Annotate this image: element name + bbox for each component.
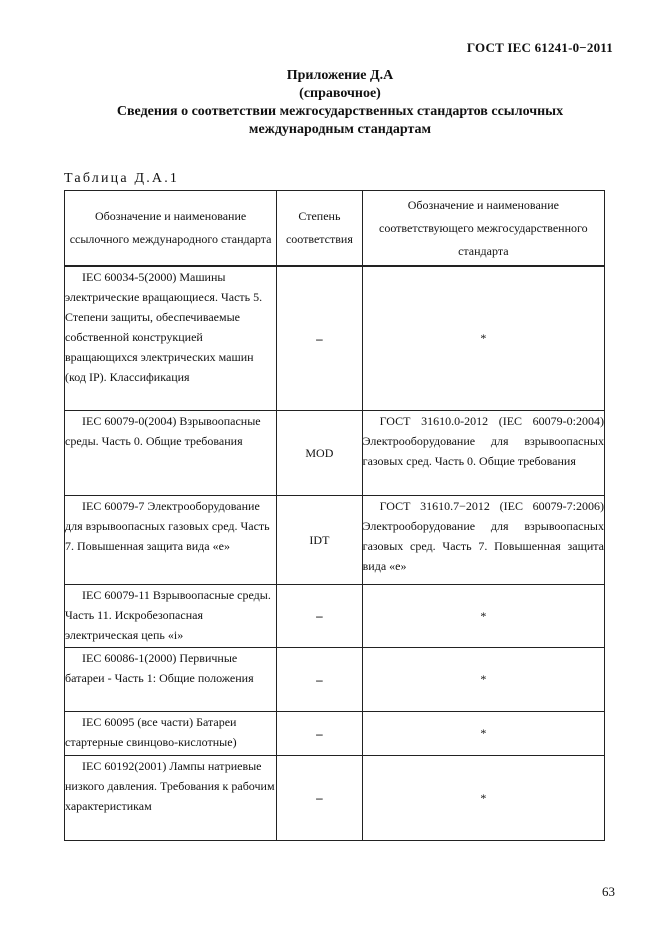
cell-international-standard: IEC 60034-5(2000) Машины электрические вращающиеся. Часть 5. Степени защиты, обеспечиваемые собственной конструкцией вращающихся электрических машин (код IP). Классификация [65,266,277,411]
table-header-row [65,191,605,267]
cell-international-standard: IEC 60079-11 Взрывоопасные среды. Часть 11. Искробезопасная электрическая цепь «i» [65,585,277,648]
cell-interstate-standard: ГОСТ 31610.7−2012 (IEC 60079-7:2006) Электрооборудование для взрывоопасных газовых сред. Часть 7. Повышенная защита вида «е» [362,496,604,585]
cell-interstate-standard: * [362,266,604,411]
cell-degree: – [277,266,362,411]
cell-interstate-standard: * [362,756,604,841]
cell-international-standard: IEC 60095 (все части) Батареи стартерные свинцово-кислотные) [65,712,277,756]
header-international-standard: Обозначение и наименование ссылочного международного стандарта [65,191,277,267]
table-row [65,648,605,712]
correspondence-table [64,190,605,841]
cell-degree: – [277,712,362,756]
table-row [65,411,605,496]
cell-interstate-standard: * [362,585,604,648]
cell-degree: – [277,585,362,648]
appendix-title: Приложение Д.А [286,68,394,83]
cell-interstate-standard: ГОСТ 31610.0-2012 (IEC 60079-0:2004) Электрооборудование для взрывоопасных газовых сред. Часть 0. Общие требования [362,411,604,496]
cell-degree: MOD [277,411,362,496]
table-row [65,585,605,648]
cell-degree: – [277,756,362,841]
cell-degree: IDT [277,496,362,585]
table-row [65,266,605,411]
cell-degree: – [277,648,362,712]
header-degree-of-correspondence: Степень соответствия [277,191,362,267]
header-interstate-standard: Обозначение и наименование соответствующего межгосударственного стандарта [362,191,604,267]
appendix-title-block [70,67,610,139]
document-header: ГОСТ IEC 61241-0−2011 [466,40,613,55]
page-number: 63 [602,884,615,899]
cell-international-standard: IEC 60079-0(2004) Взрывоопасные среды. Часть 0. Общие требования [65,411,277,496]
cell-international-standard: IEC 60086-1(2000) Первичные батареи - Часть 1: Общие положения [65,648,277,712]
table-row [65,712,605,756]
table-caption: Таблица Д.А.1 [64,171,180,186]
cell-interstate-standard: * [362,712,604,756]
cell-international-standard: IEC 60192(2001) Лампы натриевые низкого давления. Требования к рабочим характеристикам [65,756,277,841]
table-row [65,496,605,585]
appendix-subtitle: (справочное) [299,86,381,101]
appendix-heading-line-2: международным стандартам [248,122,432,137]
cell-international-standard: IEC 60079-7 Электрооборудование для взрывоопасных газовых сред. Часть 7. Повышенная защита вида «е» [65,496,277,585]
cell-interstate-standard: * [362,648,604,712]
table-row [65,756,605,841]
appendix-heading-line-1: Сведения о соответствии межгосударственных стандартов ссылочных [116,104,564,119]
